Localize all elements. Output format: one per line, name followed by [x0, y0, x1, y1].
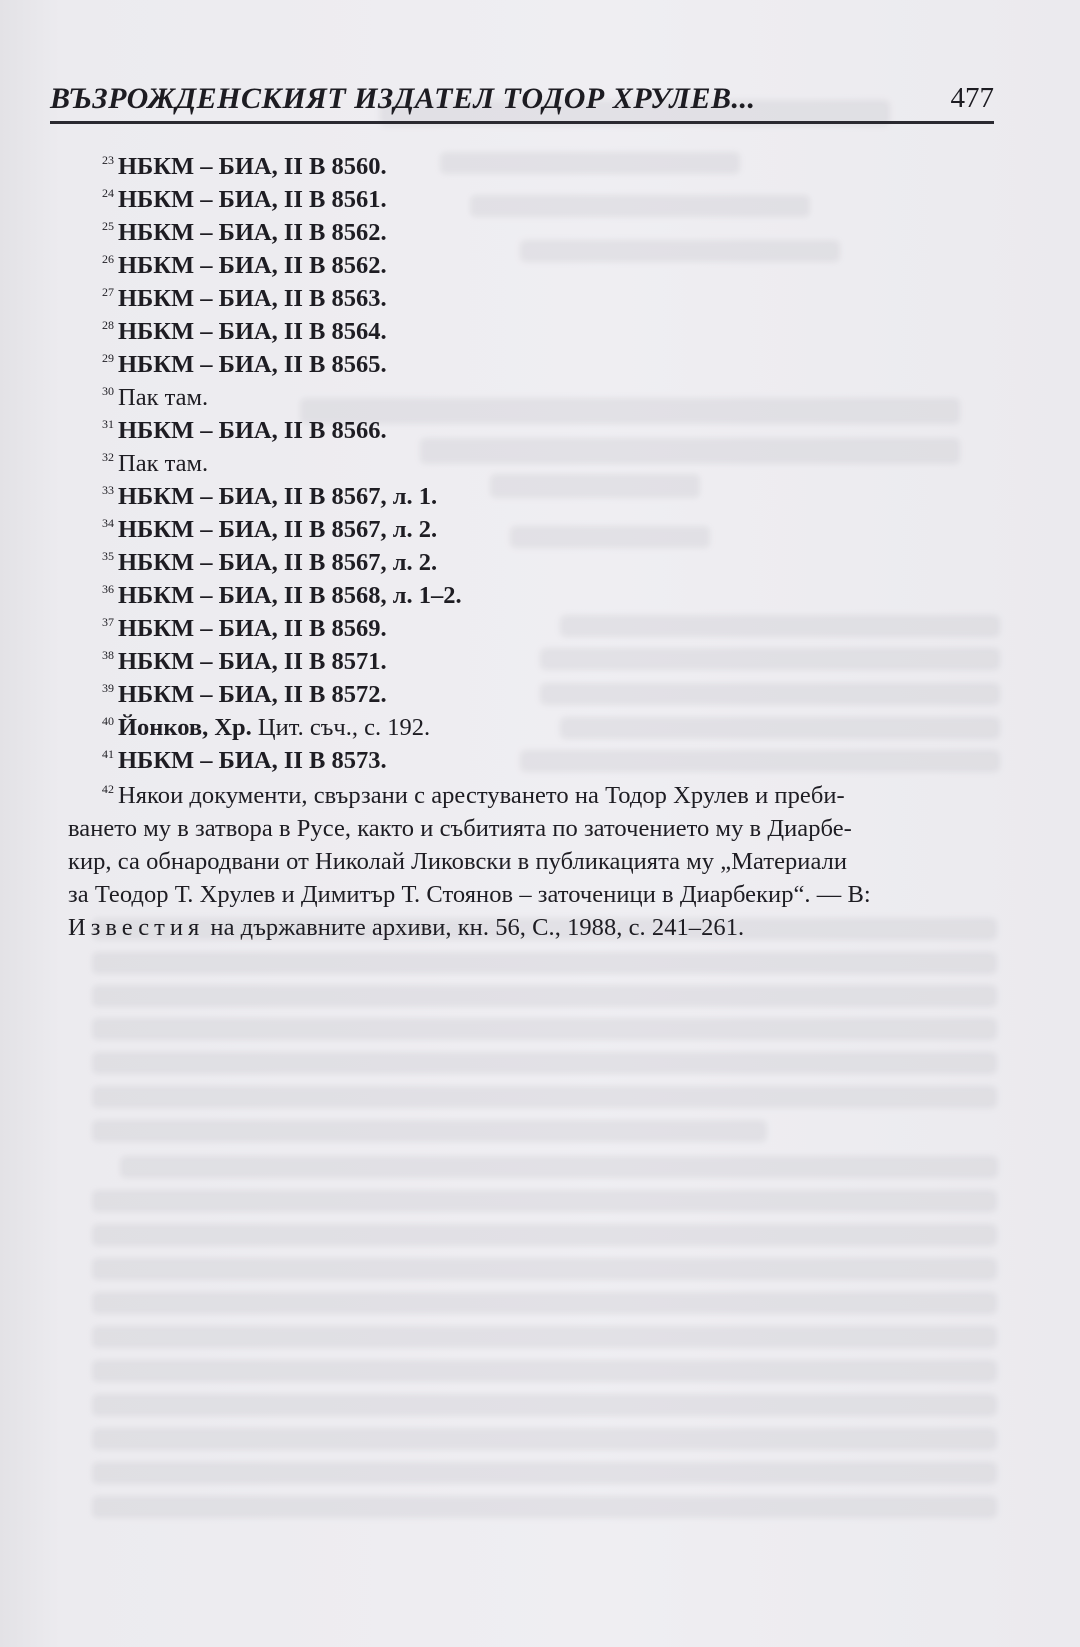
footnote-text: Цит. съч., с. 192.	[251, 714, 431, 741]
footnote-text: НБКМ – БИА, II В 8562.	[118, 219, 387, 246]
footnote-23	[68, 150, 994, 183]
footnote-text: НБКМ – БИА, II В 8569.	[118, 615, 387, 642]
footnote-38	[68, 645, 994, 678]
footnote-42-line-1	[68, 779, 994, 812]
header-rule	[50, 121, 994, 124]
footnote-28	[68, 315, 994, 348]
footnote-text: НБКМ – БИА, II В 8566.	[118, 417, 387, 444]
footnote-number: 32	[102, 450, 114, 464]
footnote-text: НБКМ – БИА, II В 8573.	[118, 747, 387, 774]
footnote-42-line-2: ването му в затвора в Русе, както и събитията по заточението му в Диарбе-	[68, 815, 852, 842]
footnote-42-line-4: за Теодор Т. Хрулев и Димитър Т. Стоянов – заточеници в Диарбекир“. — В:	[68, 881, 871, 908]
footnote-number: 28	[102, 318, 114, 332]
footnote-text: НБКМ – БИА, II В 8560.	[118, 153, 387, 180]
footnote-30	[68, 381, 994, 414]
footnote-text: НБКМ – БИА, II В 8567, л. 1.	[118, 483, 438, 510]
footnote-37	[68, 612, 994, 645]
footnote-26	[68, 249, 994, 282]
journal-title: Известия	[68, 914, 205, 941]
footnote-text: Някои документи, свързани с арестуването на Тодор Хрулев и преби-	[118, 782, 845, 809]
footnote-number: 35	[102, 549, 114, 563]
footnote-41	[68, 744, 994, 777]
footnote-number: 42	[101, 782, 114, 796]
footnote-number: 29	[102, 351, 114, 365]
footnote-text: НБКМ – БИА, II В 8568, л. 1–2.	[118, 582, 462, 609]
footnotes-list	[68, 150, 994, 944]
footnote-text: Пак там.	[118, 450, 209, 477]
footnote-number: 31	[102, 417, 114, 431]
footnote-number: 37	[102, 615, 114, 629]
footnote-34	[68, 513, 994, 546]
footnote-42-line-5	[68, 911, 994, 944]
footnote-36	[68, 579, 994, 612]
footnote-number: 40	[102, 714, 114, 728]
footnote-42-line-3: кир, са обнародвани от Николай Ликовски в публикацията му „Материали	[68, 848, 848, 875]
footnote-text: НБКМ – БИА, II В 8571.	[118, 648, 387, 675]
footnote-32	[68, 447, 994, 480]
footnote-number: 25	[102, 219, 114, 233]
footnote-42	[68, 779, 994, 944]
running-header	[50, 82, 994, 124]
page-number: 477	[950, 82, 994, 114]
footnote-39	[68, 678, 994, 711]
footnote-31	[68, 414, 994, 447]
footnote-number: 30	[102, 384, 114, 398]
footnote-number: 26	[102, 252, 114, 266]
footnote-number: 41	[102, 747, 114, 761]
footnote-text: НБКМ – БИА, II В 8567, л. 2.	[118, 549, 438, 576]
footnote-text: НБКМ – БИА, II В 8563.	[118, 285, 387, 312]
footnote-number: 34	[102, 516, 114, 530]
footnote-number: 23	[102, 153, 114, 167]
footnote-40	[68, 711, 994, 744]
footnote-author: Йонков, Хр.	[118, 714, 252, 741]
footnote-35	[68, 546, 994, 579]
footnote-27	[68, 282, 994, 315]
footnote-24	[68, 183, 994, 216]
citation-rest: на държавните архиви, кн. 56, С., 1988, с. 241–261.	[204, 914, 745, 941]
running-title: ВЪЗРОЖДЕНСКИЯТ ИЗДАТЕЛ ТОДОР ХРУЛЕВ...	[50, 82, 756, 115]
footnote-number: 38	[102, 648, 114, 662]
footnote-number: 24	[102, 186, 114, 200]
footnote-number: 33	[102, 483, 114, 497]
footnote-33	[68, 480, 994, 513]
footnote-29	[68, 348, 994, 381]
footnote-number: 27	[102, 285, 114, 299]
footnote-text: НБКМ – БИА, II В 8564.	[118, 318, 387, 345]
footnote-number: 39	[102, 681, 114, 695]
footnote-text: НБКМ – БИА, II В 8561.	[118, 186, 387, 213]
footnote-number: 36	[102, 582, 114, 596]
footnote-25	[68, 216, 994, 249]
footnote-text: НБКМ – БИА, II В 8567, л. 2.	[118, 516, 438, 543]
footnote-text: НБКМ – БИА, II В 8562.	[118, 252, 387, 279]
footnote-text: НБКМ – БИА, II В 8572.	[118, 681, 387, 708]
footnote-text: Пак там.	[118, 384, 209, 411]
footnote-text: НБКМ – БИА, II В 8565.	[118, 351, 387, 378]
